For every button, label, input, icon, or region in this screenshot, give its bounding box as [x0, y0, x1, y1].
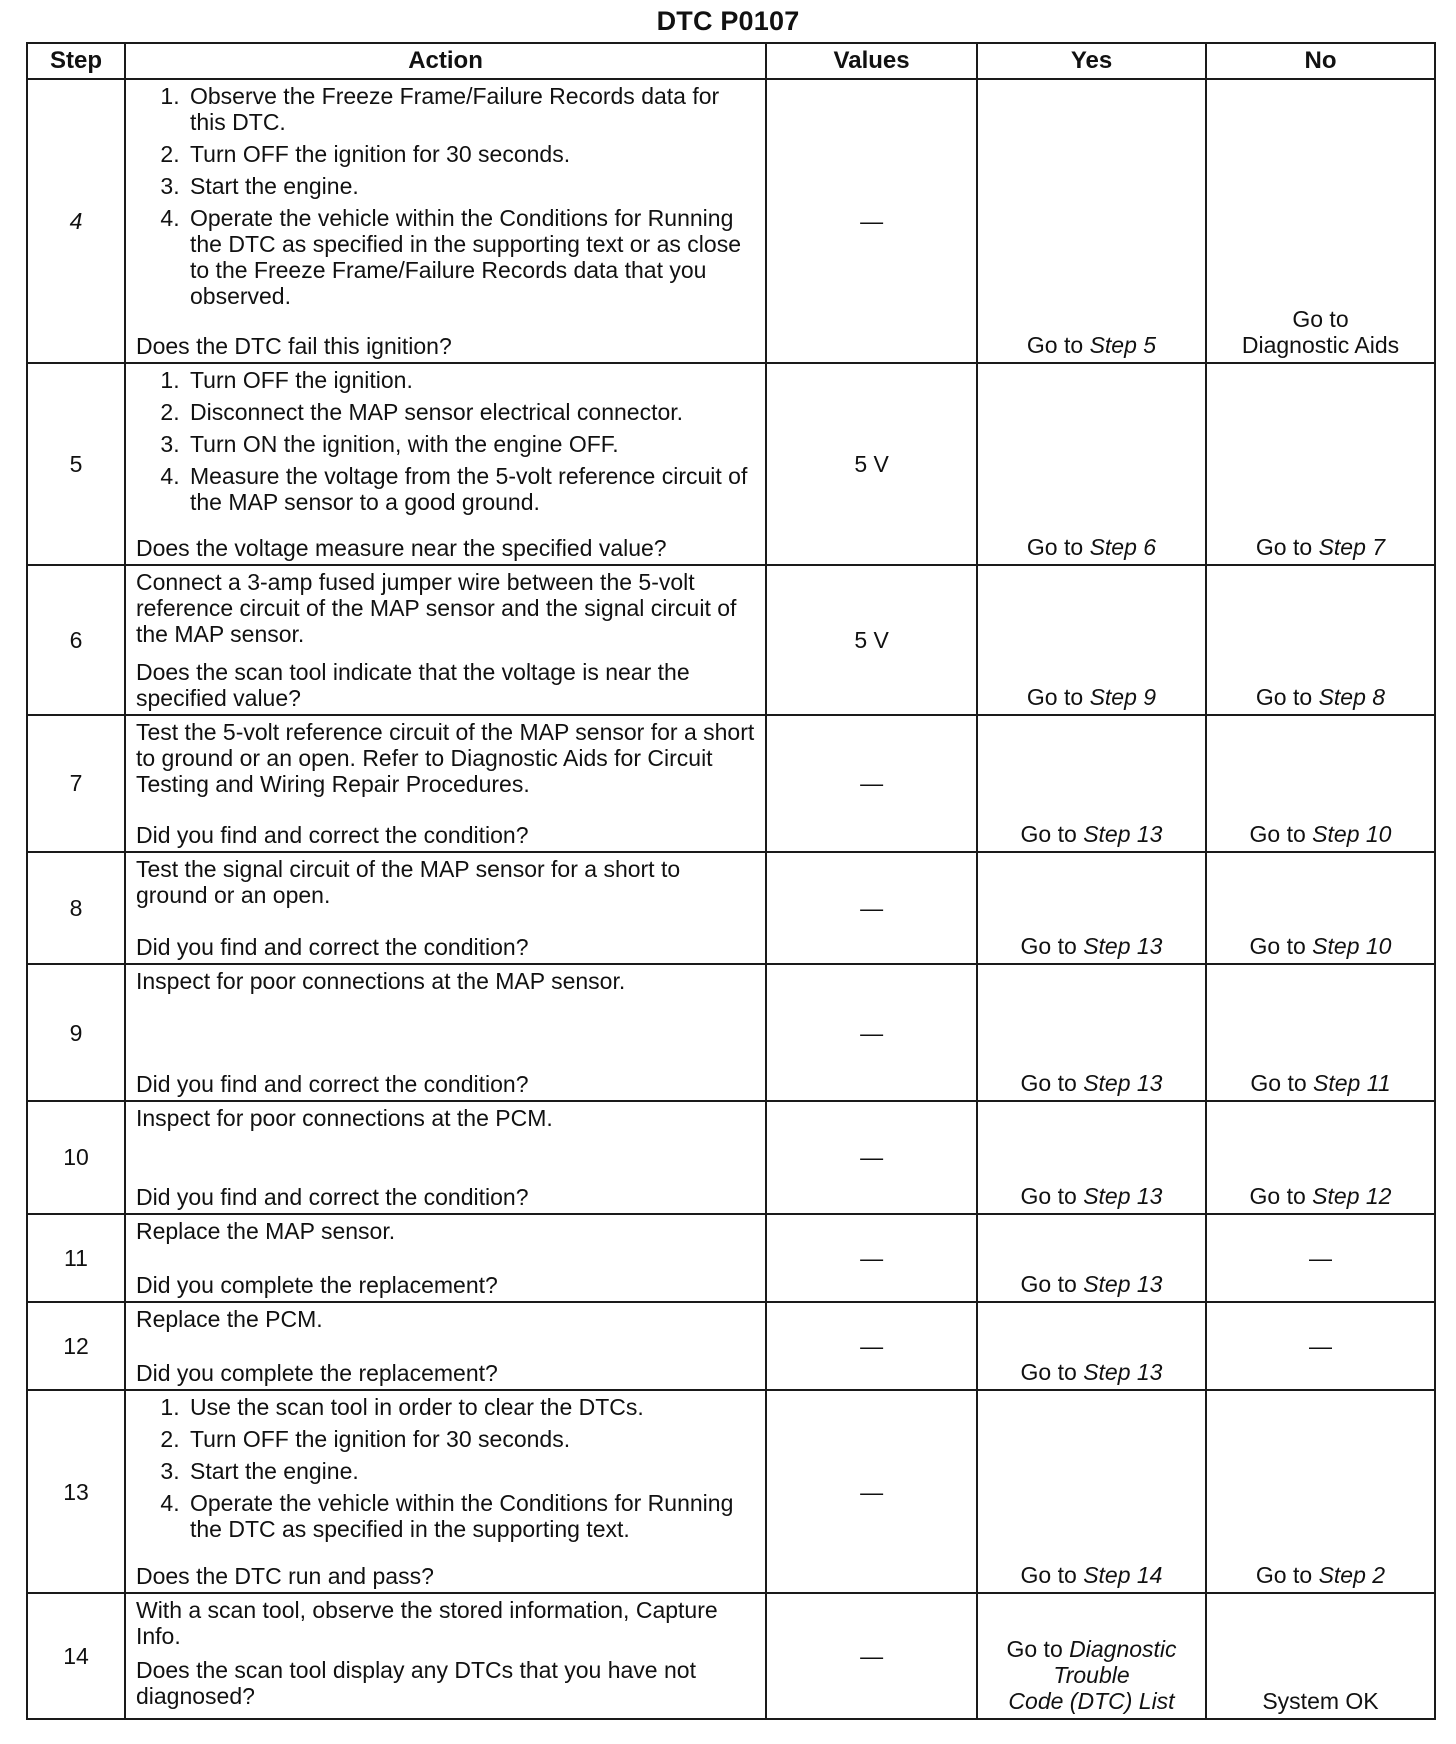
- dtc-list-ref-part3: Code (DTC) List: [1008, 1688, 1175, 1714]
- action-question: Does the scan tool display any DTCs that you have not diagnosed?: [135, 1656, 696, 1709]
- yes-cell: [977, 1390, 1206, 1592]
- list-item: 4. Operate the vehicle within the Conditions for Running the DTC as specified in the supporting text.: [186, 1490, 755, 1542]
- step-link: Step 9: [1089, 683, 1157, 710]
- yes-cell: [977, 363, 1206, 565]
- values-cell: —: [766, 852, 977, 965]
- diagnostic-table: [26, 42, 1436, 1720]
- table-row: [27, 852, 1435, 965]
- step-number: 9: [27, 964, 125, 1101]
- step-link: Step 2: [1318, 1561, 1386, 1588]
- step-number: 7: [27, 715, 125, 852]
- list-item: 2. Turn OFF the ignition for 30 seconds.: [186, 1426, 755, 1452]
- go-to-label: Go to: [1020, 820, 1077, 847]
- table-row: [27, 1101, 1435, 1214]
- yes-cell: [977, 1214, 1206, 1302]
- step-number: 14: [27, 1593, 125, 1719]
- table-row: [27, 1214, 1435, 1302]
- list-item: 1. Use the scan tool in order to clear the DTCs.: [186, 1394, 755, 1420]
- step-link: Step 8: [1318, 683, 1386, 710]
- values-cell: —: [766, 79, 977, 363]
- step-link: Step 13: [1083, 1359, 1163, 1386]
- action-question: Does the voltage measure near the specified value?: [135, 535, 667, 562]
- no-cell: [1206, 852, 1435, 965]
- go-to-label: Go to: [1020, 1182, 1077, 1209]
- action-text: With a scan tool, observe the stored information, Capture Info.: [135, 1596, 718, 1649]
- list-item: 3. Start the engine.: [186, 173, 755, 199]
- values-cell: —: [766, 1214, 977, 1302]
- action-question: Did you find and correct the condition?: [135, 821, 529, 848]
- header-row: [27, 43, 1435, 79]
- action-cell: [125, 1101, 766, 1214]
- action-text: Replace the MAP sensor.: [135, 1217, 396, 1244]
- no-cell: —: [1206, 1302, 1435, 1390]
- step-number: 4: [27, 79, 125, 363]
- header-no: No: [1206, 43, 1435, 79]
- no-cell: [1206, 1390, 1435, 1592]
- step-number: 8: [27, 852, 125, 965]
- go-to-label: Go to: [1249, 1182, 1306, 1209]
- go-to-label: Go to: [1006, 1636, 1063, 1662]
- header-step: Step: [27, 43, 125, 79]
- action-text: Connect a 3-amp fused jumper wire between the 5-volt reference circuit of the MAP sensor and the signal circuit of the MAP sensor.: [135, 569, 737, 648]
- action-cell: [125, 964, 766, 1101]
- list-item: 3. Turn ON the ignition, with the engine OFF.: [186, 431, 755, 457]
- step-link: Step 13: [1083, 933, 1163, 960]
- go-to-label: Go to: [1250, 1070, 1307, 1097]
- action-cell: [125, 1390, 766, 1592]
- action-question: Did you find and correct the condition?: [135, 1071, 529, 1098]
- no-cell: [1206, 565, 1435, 714]
- step-number: 11: [27, 1214, 125, 1302]
- diagnostic-aids-ref: Diagnostic Aids: [1241, 332, 1400, 359]
- list-item: 4. Operate the vehicle within the Conditions for Running the DTC as specified in the supporting text or as close to the Freeze Frame/Failure Records data that you observed.: [186, 205, 755, 309]
- dtc-list-ref-part1: Diagnostic: [1069, 1636, 1177, 1662]
- go-to-label: Go to: [1249, 933, 1306, 960]
- action-cell: [125, 1593, 766, 1719]
- go-to-label: Go to: [1020, 1359, 1077, 1386]
- values-cell: —: [766, 1101, 977, 1214]
- list-item: 4. Measure the voltage from the 5-volt reference circuit of the MAP sensor to a good ground.: [186, 463, 755, 515]
- yes-cell: [977, 565, 1206, 714]
- no-cell: [1206, 964, 1435, 1101]
- action-text: Replace the PCM.: [135, 1306, 323, 1333]
- step-link: Step 14: [1083, 1561, 1163, 1588]
- table-row: [27, 79, 1435, 363]
- go-to-label: Go to: [1020, 1070, 1077, 1097]
- header-yes: Yes: [977, 43, 1206, 79]
- header-values: Values: [766, 43, 977, 79]
- step-link: Step 13: [1083, 1070, 1163, 1097]
- no-cell: System OK: [1206, 1593, 1435, 1719]
- action-question: Does the DTC run and pass?: [135, 1562, 434, 1589]
- yes-cell: [977, 964, 1206, 1101]
- yes-cell: [977, 1593, 1206, 1719]
- go-to-label: Go to: [1292, 306, 1349, 333]
- yes-cell: [977, 79, 1206, 363]
- no-cell: [1206, 363, 1435, 565]
- action-cell: [125, 363, 766, 565]
- go-to-label: Go to: [1255, 1561, 1313, 1588]
- list-item: 2. Disconnect the MAP sensor electrical connector.: [186, 399, 755, 425]
- step-link: Step 6: [1089, 534, 1157, 561]
- step-link: Step 12: [1312, 1182, 1392, 1209]
- values-cell: 5 V: [766, 363, 977, 565]
- go-to-label: Go to: [1020, 1271, 1077, 1298]
- go-to-label: Go to: [1255, 534, 1313, 561]
- action-list: [136, 367, 755, 521]
- step-link: Step 10: [1312, 933, 1392, 960]
- go-to-label: Go to: [1026, 683, 1084, 710]
- go-to-label: Go to: [1255, 683, 1313, 710]
- action-cell: [125, 1302, 766, 1390]
- action-text: Test the 5-volt reference circuit of the MAP sensor for a short to ground or an open. Refer to Diagnostic Aids for Circuit Testing and Wiring Repair Procedures.: [135, 718, 755, 797]
- table-row: [27, 1390, 1435, 1592]
- list-item: 3. Start the engine.: [186, 1458, 755, 1484]
- values-cell: —: [766, 1302, 977, 1390]
- step-link: Step 7: [1318, 534, 1386, 561]
- yes-cell: [977, 715, 1206, 852]
- action-cell: [125, 715, 766, 852]
- table-row: [27, 1302, 1435, 1390]
- action-question: Did you complete the replacement?: [135, 1272, 498, 1299]
- dtc-list-ref-part2: Trouble: [1053, 1662, 1130, 1688]
- table-row: [27, 964, 1435, 1101]
- no-cell: [1206, 715, 1435, 852]
- action-question: Does the DTC fail this ignition?: [135, 333, 452, 360]
- step-link: Step 13: [1083, 820, 1163, 847]
- values-cell: —: [766, 715, 977, 852]
- step-link: Step 5: [1089, 332, 1157, 359]
- table-row: [27, 1593, 1435, 1719]
- action-cell: [125, 852, 766, 965]
- action-cell: [125, 79, 766, 363]
- step-number: 5: [27, 363, 125, 565]
- step-number: 13: [27, 1390, 125, 1592]
- values-cell: —: [766, 1390, 977, 1592]
- yes-cell: [977, 852, 1206, 965]
- step-number: 12: [27, 1302, 125, 1390]
- list-item: 1. Observe the Freeze Frame/Failure Records data for this DTC.: [186, 83, 755, 135]
- yes-cell: [977, 1101, 1206, 1214]
- action-question: Did you complete the replacement?: [135, 1360, 498, 1387]
- header-action: Action: [125, 43, 766, 79]
- no-cell: —: [1206, 1214, 1435, 1302]
- go-to-label: Go to: [1026, 534, 1084, 561]
- action-text: Inspect for poor connections at the MAP sensor.: [135, 968, 626, 995]
- action-question: Did you find and correct the condition?: [135, 934, 529, 961]
- step-number: 6: [27, 565, 125, 714]
- values-cell: —: [766, 964, 977, 1101]
- action-text: Test the signal circuit of the MAP sensor for a short to ground or an open.: [135, 855, 681, 908]
- no-cell: [1206, 1101, 1435, 1214]
- no-cell: [1206, 79, 1435, 363]
- step-number: 10: [27, 1101, 125, 1214]
- go-to-label: Go to: [1020, 1561, 1077, 1588]
- values-cell: 5 V: [766, 565, 977, 714]
- list-item: 2. Turn OFF the ignition for 30 seconds.: [186, 141, 755, 167]
- action-question: Does the scan tool indicate that the voltage is near the specified value?: [135, 658, 690, 711]
- action-list: [136, 1394, 755, 1548]
- action-question: Did you find and correct the condition?: [135, 1183, 529, 1210]
- step-link: Step 13: [1083, 1182, 1163, 1209]
- action-cell: [125, 1214, 766, 1302]
- step-link: Step 10: [1312, 820, 1392, 847]
- step-link: Step 13: [1083, 1271, 1163, 1298]
- table-row: [27, 363, 1435, 565]
- table-row: [27, 565, 1435, 714]
- action-text: Inspect for poor connections at the PCM.: [135, 1105, 553, 1132]
- values-cell: —: [766, 1593, 977, 1719]
- go-to-label: Go to: [1026, 332, 1084, 359]
- list-item: 1. Turn OFF the ignition.: [186, 367, 755, 393]
- table-row: [27, 715, 1435, 852]
- action-list: [136, 83, 755, 315]
- go-to-label: Go to: [1249, 820, 1306, 847]
- go-to-label: Go to: [1020, 933, 1077, 960]
- document-title: DTC P0107: [656, 6, 800, 36]
- yes-cell: [977, 1302, 1206, 1390]
- action-cell: [125, 565, 766, 714]
- step-link: Step 11: [1313, 1070, 1391, 1097]
